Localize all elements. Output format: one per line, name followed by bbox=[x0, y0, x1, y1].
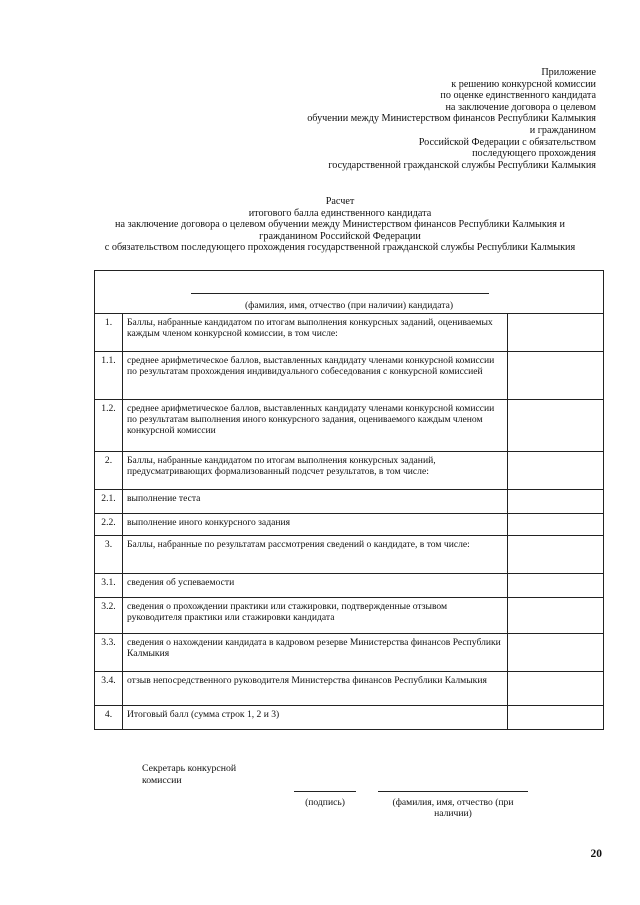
signature-line bbox=[294, 791, 356, 792]
title-line: Расчет bbox=[325, 196, 355, 207]
row-description: выполнение иного конкурсного задания bbox=[123, 514, 508, 536]
row-number: 3.2. bbox=[95, 598, 123, 634]
score-value-cell bbox=[508, 706, 604, 730]
row-number: 4. bbox=[95, 706, 123, 730]
score-value-cell bbox=[508, 574, 604, 598]
candidate-row bbox=[95, 271, 604, 314]
row-description: отзыв непосредственного руководителя Министерства финансов Республики Калмыкия bbox=[123, 672, 508, 706]
title-line: гражданином Российской Федерации bbox=[259, 230, 421, 242]
row-description: среднее арифметическое баллов, выставленных кандидату членами конкурсной комиссии по результатам выполнения иного конкурсного задания, оцениваемого каждым членом конкурсной комиссии bbox=[123, 400, 508, 452]
secretary-label bbox=[142, 763, 236, 787]
annex-line: государственной гражданской службы Республики Калмыкия bbox=[328, 159, 596, 171]
table-row bbox=[95, 400, 604, 452]
secretary-label-line: комиссии bbox=[142, 775, 182, 786]
score-value-cell bbox=[508, 352, 604, 400]
table-row bbox=[95, 672, 604, 706]
candidate-name-cell bbox=[95, 271, 604, 314]
score-value-cell bbox=[508, 452, 604, 490]
secretary-label-line: Секретарь конкурсной bbox=[142, 763, 237, 774]
table-row bbox=[95, 490, 604, 514]
table-row bbox=[95, 598, 604, 634]
score-value-cell bbox=[508, 598, 604, 634]
row-description: Баллы, набранные кандидатом по итогам выполнения конкурсных заданий, оцениваемых каждым членом конкурсной комиссии, в том числе: bbox=[123, 314, 508, 352]
row-number: 3.4. bbox=[95, 672, 123, 706]
row-number: 2. bbox=[95, 452, 123, 490]
annex-line: последующего прохождения bbox=[472, 148, 596, 160]
document-title bbox=[60, 196, 620, 254]
score-value-cell bbox=[508, 672, 604, 706]
signature-caption: (подпись) bbox=[305, 797, 345, 808]
name-line bbox=[378, 791, 528, 792]
score-value-cell bbox=[508, 314, 604, 352]
annex-line: обучении между Министерством финансов Республики Калмыкия bbox=[307, 113, 596, 125]
row-description: среднее арифметическое баллов, выставленных кандидату членами конкурсной комиссии по результатам прохождения индивидуального собеседования с конкурсной комиссией bbox=[123, 352, 508, 400]
annex-line: по оценке единственного кандидата bbox=[440, 90, 596, 102]
score-value-cell bbox=[508, 536, 604, 574]
candidate-name-line bbox=[191, 293, 489, 294]
score-table bbox=[94, 270, 604, 730]
table-row bbox=[95, 314, 604, 352]
name-caption-line: (фамилия, имя, отчество (при bbox=[392, 797, 514, 808]
row-description: сведения о прохождении практики или стажировки, подтвержденные отзывом руководителя практики или стажировки кандидата bbox=[123, 598, 508, 634]
annex-header bbox=[236, 67, 596, 171]
title-line: итогового балла единственного кандидата bbox=[248, 207, 432, 219]
table-row bbox=[95, 634, 604, 672]
table-row bbox=[95, 352, 604, 400]
row-number: 3. bbox=[95, 536, 123, 574]
row-description: сведения об успеваемости bbox=[123, 574, 508, 598]
row-number: 1. bbox=[95, 314, 123, 352]
row-description: сведения о нахождении кандидата в кадровом резерве Министерства финансов Республики Калмыкия bbox=[123, 634, 508, 672]
table-row bbox=[95, 514, 604, 536]
row-description: Итоговый балл (сумма строк 1, 2 и 3) bbox=[123, 706, 508, 730]
title-line: на заключение договора о целевом обучении между Министерством финансов Республики Калмыкия и bbox=[115, 219, 565, 231]
name-caption bbox=[378, 797, 528, 819]
table-row bbox=[95, 706, 604, 730]
row-number: 3.3. bbox=[95, 634, 123, 672]
score-value-cell bbox=[508, 634, 604, 672]
page-number: 20 bbox=[590, 848, 602, 860]
annex-line: Приложение bbox=[541, 67, 596, 78]
annex-line: на заключение договора о целевом bbox=[445, 101, 596, 113]
table-row bbox=[95, 536, 604, 574]
annex-line: к решению конкурсной комиссии bbox=[451, 78, 596, 90]
name-caption-line: наличии) bbox=[434, 808, 472, 819]
row-number: 2.2. bbox=[95, 514, 123, 536]
row-number: 1.2. bbox=[95, 400, 123, 452]
row-description: выполнение теста bbox=[123, 490, 508, 514]
row-description: Баллы, набранные кандидатом по итогам выполнения конкурсных заданий, предусматривающих формализованный подсчет результатов, в том числе: bbox=[123, 452, 508, 490]
score-value-cell bbox=[508, 400, 604, 452]
score-value-cell bbox=[508, 490, 604, 514]
table-row bbox=[95, 574, 604, 598]
row-number: 3.1. bbox=[95, 574, 123, 598]
row-description: Баллы, набранные по результатам рассмотрения сведений о кандидате, в том числе: bbox=[123, 536, 508, 574]
annex-line: Российской Федерации с обязательством bbox=[418, 136, 596, 148]
title-line: с обязательством последующего прохождения государственной гражданской службы Республики Калмыкия bbox=[104, 242, 576, 254]
row-number: 2.1. bbox=[95, 490, 123, 514]
candidate-name-caption: (фамилия, имя, отчество (при наличии) кандидата) bbox=[244, 300, 454, 311]
score-value-cell bbox=[508, 514, 604, 536]
row-number: 1.1. bbox=[95, 352, 123, 400]
annex-line: и гражданином bbox=[529, 124, 596, 136]
table-row bbox=[95, 452, 604, 490]
